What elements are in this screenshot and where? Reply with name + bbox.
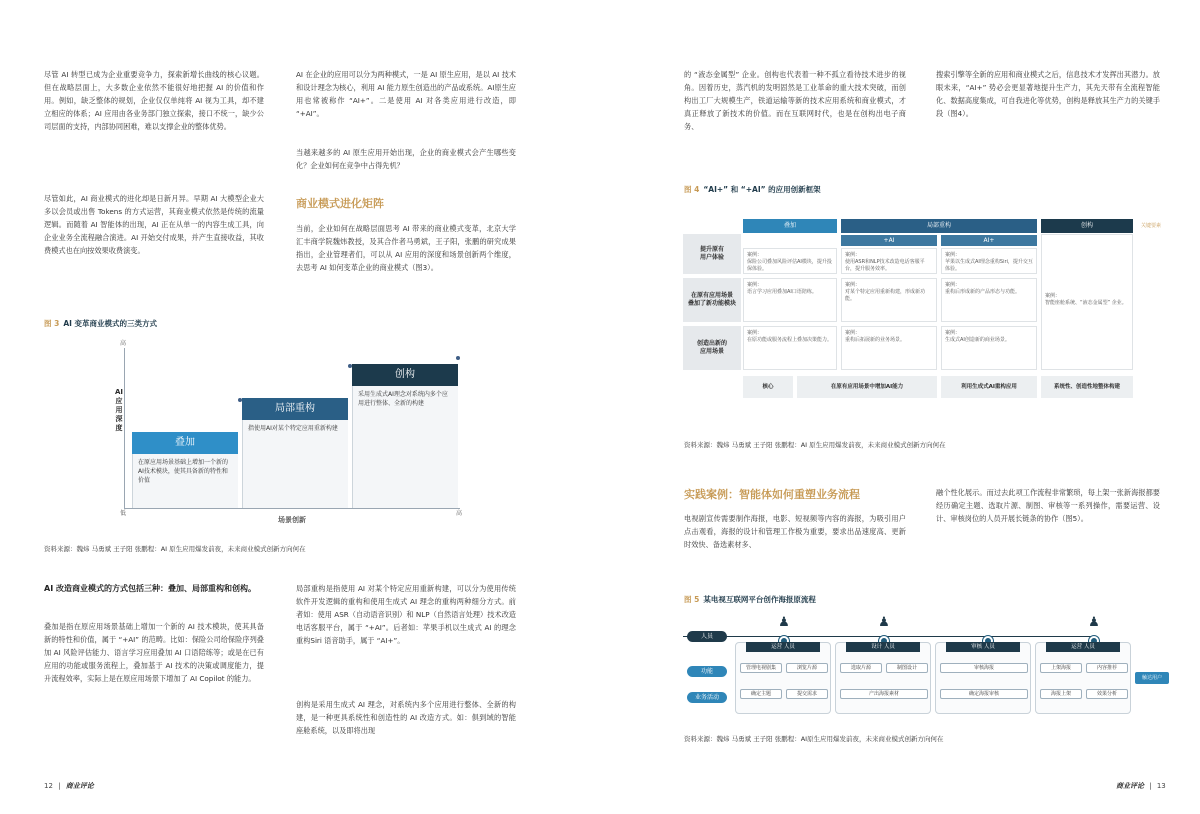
fig3-dot [238, 398, 242, 402]
fig4-side-label: 关键要素 [1141, 223, 1162, 229]
fig4-cell: 案例： 对某个特定应用重新构建，形成新功能。 [841, 278, 937, 322]
fig5-step: 内容推荐 [1086, 663, 1128, 673]
left-col1-para3: 叠加是指在原应用场景基础上增加一个新的 AI 技术模块，使其具备新的特性和价值，属于 “+AI” 的范畴。比如：保险公司给保险序列叠加 AI 风险评估能力、语言学习应用叠加 AI 口语陪练等；或是在已有应用的功能或服务流程上，叠加基于 AI 技术的决策或调度能力，提升流程效率，实际上是在原应用场景下增加了 AI Copilot 的能力。 [44, 622, 264, 683]
right-col2-para2: 融个性化展示。而过去此项工作流程非常繁琐，每上架一张新海报都要经历确定主题、选取片源、制图、审核等一系列操作，需要运营、设计、审核岗位的人员开展长链条的协作（图5）。 [936, 488, 1160, 523]
person-icon: ♟ [778, 615, 790, 630]
fig5-step: 提交需求 [786, 689, 828, 699]
fig4-row-label: 在原有应用场景 叠加了新功能模块 [683, 278, 741, 322]
right-page-number: 13 [1156, 782, 1166, 790]
person-icon: ♟ [1088, 615, 1100, 630]
fig4-source: 资料来源：魏炜 马勇斌 王子阳 张鹏程：AI 原生应用爆发前夜，未来商业模式创新方向何在 [684, 441, 946, 449]
fig3-step-overlay-title: 叠加 [132, 432, 238, 454]
fig4-sub-ai-plus: AI+ [941, 235, 1037, 246]
fig4-cell: 案例： 生成式AI创造新的商业场景。 [941, 326, 1037, 370]
fig3-x-axis-label: 场景创新 [278, 516, 306, 524]
right-footer: 商业评论 | 13 [1116, 782, 1166, 790]
fig4-sub-plus-ai: +AI [841, 235, 937, 246]
section-heading-practice: 实践案例：智能体如何重塑业务流程 [684, 488, 860, 501]
fig3-step-partial-desc: 指使用AI对某个特定应用重新构建 [242, 420, 348, 508]
fig3-y-high: 高 [120, 340, 127, 347]
fig4-cell: 案例： 使用ASR和NLP技术改造电话客服平台，提升服务效率。 [841, 248, 937, 274]
fig5-step: 浏览片源 [786, 663, 828, 673]
left-col1-para1: 尽管 AI 转型已成为企业重要竞争力，探索新增长曲线的核心议题。但在战略层面上，大多数企业依然不能很好地把握 AI 的价值和作用。例如，缺乏整体的规划，企业仅仅单纯将 AI 视为工具，却不建立相应的体系；AI 应用由各业务部门独立探索，接口不统一，缺少公司层面的支持，内部协同困难，难以支撑企业的整体优势。 [44, 70, 264, 131]
fig5-step: 制图设计 [886, 663, 928, 673]
right-magazine-name: 商业评论 [1116, 782, 1144, 790]
fig4-create-cell: 案例： 智能座舱系统、“液态金属型” 企业。 [1041, 234, 1133, 370]
fig4-cell: 案例： 重构后形成新的产品形态与功能。 [941, 278, 1037, 322]
fig4-row-label: 创造出新的 应用场景 [683, 326, 741, 370]
fig5-group-design [835, 642, 931, 714]
fig5-process-flow [683, 612, 1171, 712]
fig4-cell: 案例： 重构后拓展新的业务场景。 [841, 326, 937, 370]
fig3-label: 图 3 [44, 319, 60, 328]
right-col1-para2: 电视剧宣传需要制作海报，电影、短视频等内容的海报，为吸引用户点击观看，海报的设计和管理工作极为重要，要求出品速度高、更新时效快、备选素材多、 [684, 514, 906, 549]
fig5-group-header: 设计 人员 [846, 642, 920, 652]
fig3-dot [456, 356, 460, 360]
right-col1-para1: 的 “液态金属型” 企业。创构也代表着一种不孤立看待技术进步的视角。因着历史，蒸汽机的发明固然是工业革命的重大技术突破，而创构出工厂大规模生产，铁道运输等新的技术应用系统和商业模式，才真正释放了新技术的价值。而在互联网时代，也是在创构出电子商务、 [684, 70, 906, 131]
fig5-group-ops [735, 642, 831, 714]
fig4-cell: 案例： 在原功能或服务流程上叠加决策能力。 [743, 326, 837, 370]
fig5-group-header: 运营 人员 [1046, 642, 1120, 652]
fig3-step-overlay-desc: 在原应用场景基础上增加一个新的AI技术模块，使其具备新的特性和价值 [132, 454, 238, 508]
person-icon: ♟ [878, 615, 890, 630]
fig5-step: 确定主题 [740, 689, 782, 699]
right-col2-para1: 搜索引擎等全新的应用和商业模式之后，信息技术才发挥出其潜力。放眼未来，“AI+” 势必会更显著地提升生产力，其先天带有全流程智能化、数据高度集成，可自我进化等优势，创构是释放其生产力的关键手段（图4）。 [936, 70, 1160, 118]
fig4-row-label: 提升原有 用户体验 [683, 234, 741, 274]
left-col1-bold-heading: AI 改造商业模式的方式包括三种：叠加、局部重构和创构。 [44, 584, 256, 593]
left-col2-para3: 当前，企业如何在战略层面思考 AI 带来的商业模式变革，北京大学汇丰商学院魏炜教授，及其合作者马勇斌，王子阳，张鹏的研究成果指出，企业管理者们，可以从 AI 应用的深度和场景创新两个维度，去思考 AI 如何变革企业的商业模式（图3）。 [296, 224, 516, 272]
fig4-cell: 案例： 保险公司叠加风险评估AI模块，提升投保体验。 [743, 248, 837, 274]
left-col2-para1: AI 在企业的应用可以分为两种模式，一是 AI 原生应用，是以 AI 技术和设计理念为核心，利用 AI 能力原生创造出的产品或系统。AI原生应用也常被称作 “AI+”。二是使用 AI 对各类应用进行改造，即 “+AI”。 [296, 70, 516, 118]
fig3-step-partial-title: 局部重构 [242, 398, 348, 420]
left-col1-para2: 尽管如此，AI 商业模式的进化却是日新月异。早期 AI 大模型企业大多以会员或出售 Tokens 的方式运营，其商业模式依然是传统的流量逻辑。而随着 AI 智能体的出现，AI 正在从单一的内容生成工具，向企业业务全流程融合演进。AI 开始交付成果，并产生直接收益，其收费模式也在向按效果收费演变。 [44, 194, 264, 255]
fig3-step-chart [60, 338, 480, 528]
fig5-step: 海报上架 [1040, 689, 1082, 699]
fig3-y-axis [124, 348, 125, 508]
fig5-title: 某电视互联网平台创作海报原流程 [703, 595, 816, 604]
left-col2-para4: 局部重构是指使用 AI 对某个特定应用重新构建，可以分为使用传统软件开发逻辑的重构和使用生成式 AI 理念的重构两种细分方式。前者如：使用 ASR（自动语音识别）和 NLP（自然语言处理）技术改造电话客服平台，属于 “+AI”。后者如：苹果手机以生成式 AI 的理念重构Siri 语音助手，属于 “AI+”。 [296, 584, 516, 645]
fig4-bottom-label: 在原有应用场景中增加AI能力 [797, 376, 937, 398]
left-magazine-name: 商业评论 [65, 782, 94, 790]
left-footer: 12 | 商业评论 [44, 782, 94, 790]
fig4-header-overlay: 叠加 [743, 219, 837, 233]
fig5-step: 管理电视剧集 [740, 663, 782, 673]
fig3-source: 资料来源：魏炜 马勇斌 王子阳 张鹏程：AI 原生应用爆发前夜，未来商业模式创新方向何在 [44, 545, 306, 553]
fig5-label: 图 5 [684, 595, 700, 604]
fig5-end-user: 触达用户 [1135, 672, 1169, 684]
fig3-dot [348, 364, 352, 368]
fig5-lane-function: 功能 [687, 666, 727, 677]
fig5-step: 产出海报素材 [840, 689, 928, 699]
fig5-caption [684, 594, 816, 605]
fig5-timeline [683, 636, 1093, 637]
fig5-step: 效果分析 [1086, 689, 1128, 699]
fig4-framework-table [683, 214, 1171, 410]
fig5-step: 确定海报审核 [940, 689, 1028, 699]
fig3-caption [44, 318, 157, 329]
fig3-origin-low: 低 [120, 510, 127, 517]
fig5-step: 选取片源 [840, 663, 882, 673]
fig4-caption [684, 184, 821, 195]
fig5-lane-activity: 业务活动 [687, 692, 727, 703]
fig4-bottom-label: 核心 [743, 376, 793, 398]
left-col2-para2: 当越来越多的 AI 原生应用开始出现，企业的商业模式会产生哪些变化？企业如何在竞争中占得先机？ [296, 148, 516, 170]
fig5-lane-people: 人员 [687, 631, 727, 642]
fig5-group-header: 审核 人员 [946, 642, 1020, 652]
fig5-group-ops-2 [1035, 642, 1131, 714]
fig4-header-create: 创构 [1041, 219, 1133, 233]
left-page-number: 12 [44, 782, 53, 790]
section-heading-matrix: 商业模式进化矩阵 [296, 197, 384, 210]
fig3-x-axis [124, 508, 460, 509]
fig5-group-review [935, 642, 1031, 714]
fig3-y-axis-label: AI应用深度 [114, 388, 124, 432]
fig5-source: 资料来源：魏炜 马勇斌 王子阳 张鹏程：AI原生应用爆发前夜，未来商业模式创新方向何在 [684, 735, 944, 743]
fig5-group-header: 运营 人员 [746, 642, 820, 652]
left-col2-para5: 创构是采用生成式 AI 理念，对系统内多个应用进行整体、全新的构建，是一种更具系统性和创造性的 AI 改造方式。如：俱到域的智能座舱系统，以及即将出现 [296, 700, 516, 735]
fig3-title: AI 变革商业模式的三类方式 [63, 319, 158, 328]
fig3-x-high: 高 [456, 510, 463, 517]
fig4-bottom-label: 系统性、创造性地整体构建 [1041, 376, 1133, 398]
fig3-step-create-desc: 采用生成式AI理念对系统内多个应用进行整体、全新的构建 [352, 386, 458, 508]
fig4-cell: 案例： 苹果以生成式AI理念重构Siri，提升交互体验。 [941, 248, 1037, 274]
fig3-step-create-title: 创构 [352, 364, 458, 386]
fig4-cell: 案例： 语言学习应用叠加AI口语陪练。 [743, 278, 837, 322]
fig4-bottom-label: 利用生成式AI重构应用 [941, 376, 1037, 398]
fig4-label: 图 4 [684, 185, 700, 194]
fig5-step: 上架海报 [1040, 663, 1082, 673]
fig5-step: 审核海报 [940, 663, 1028, 673]
fig4-header-partial: 局部重构 [841, 219, 1037, 233]
fig4-title: “AI+” 和 “+AI” 的应用创新框架 [703, 185, 821, 194]
